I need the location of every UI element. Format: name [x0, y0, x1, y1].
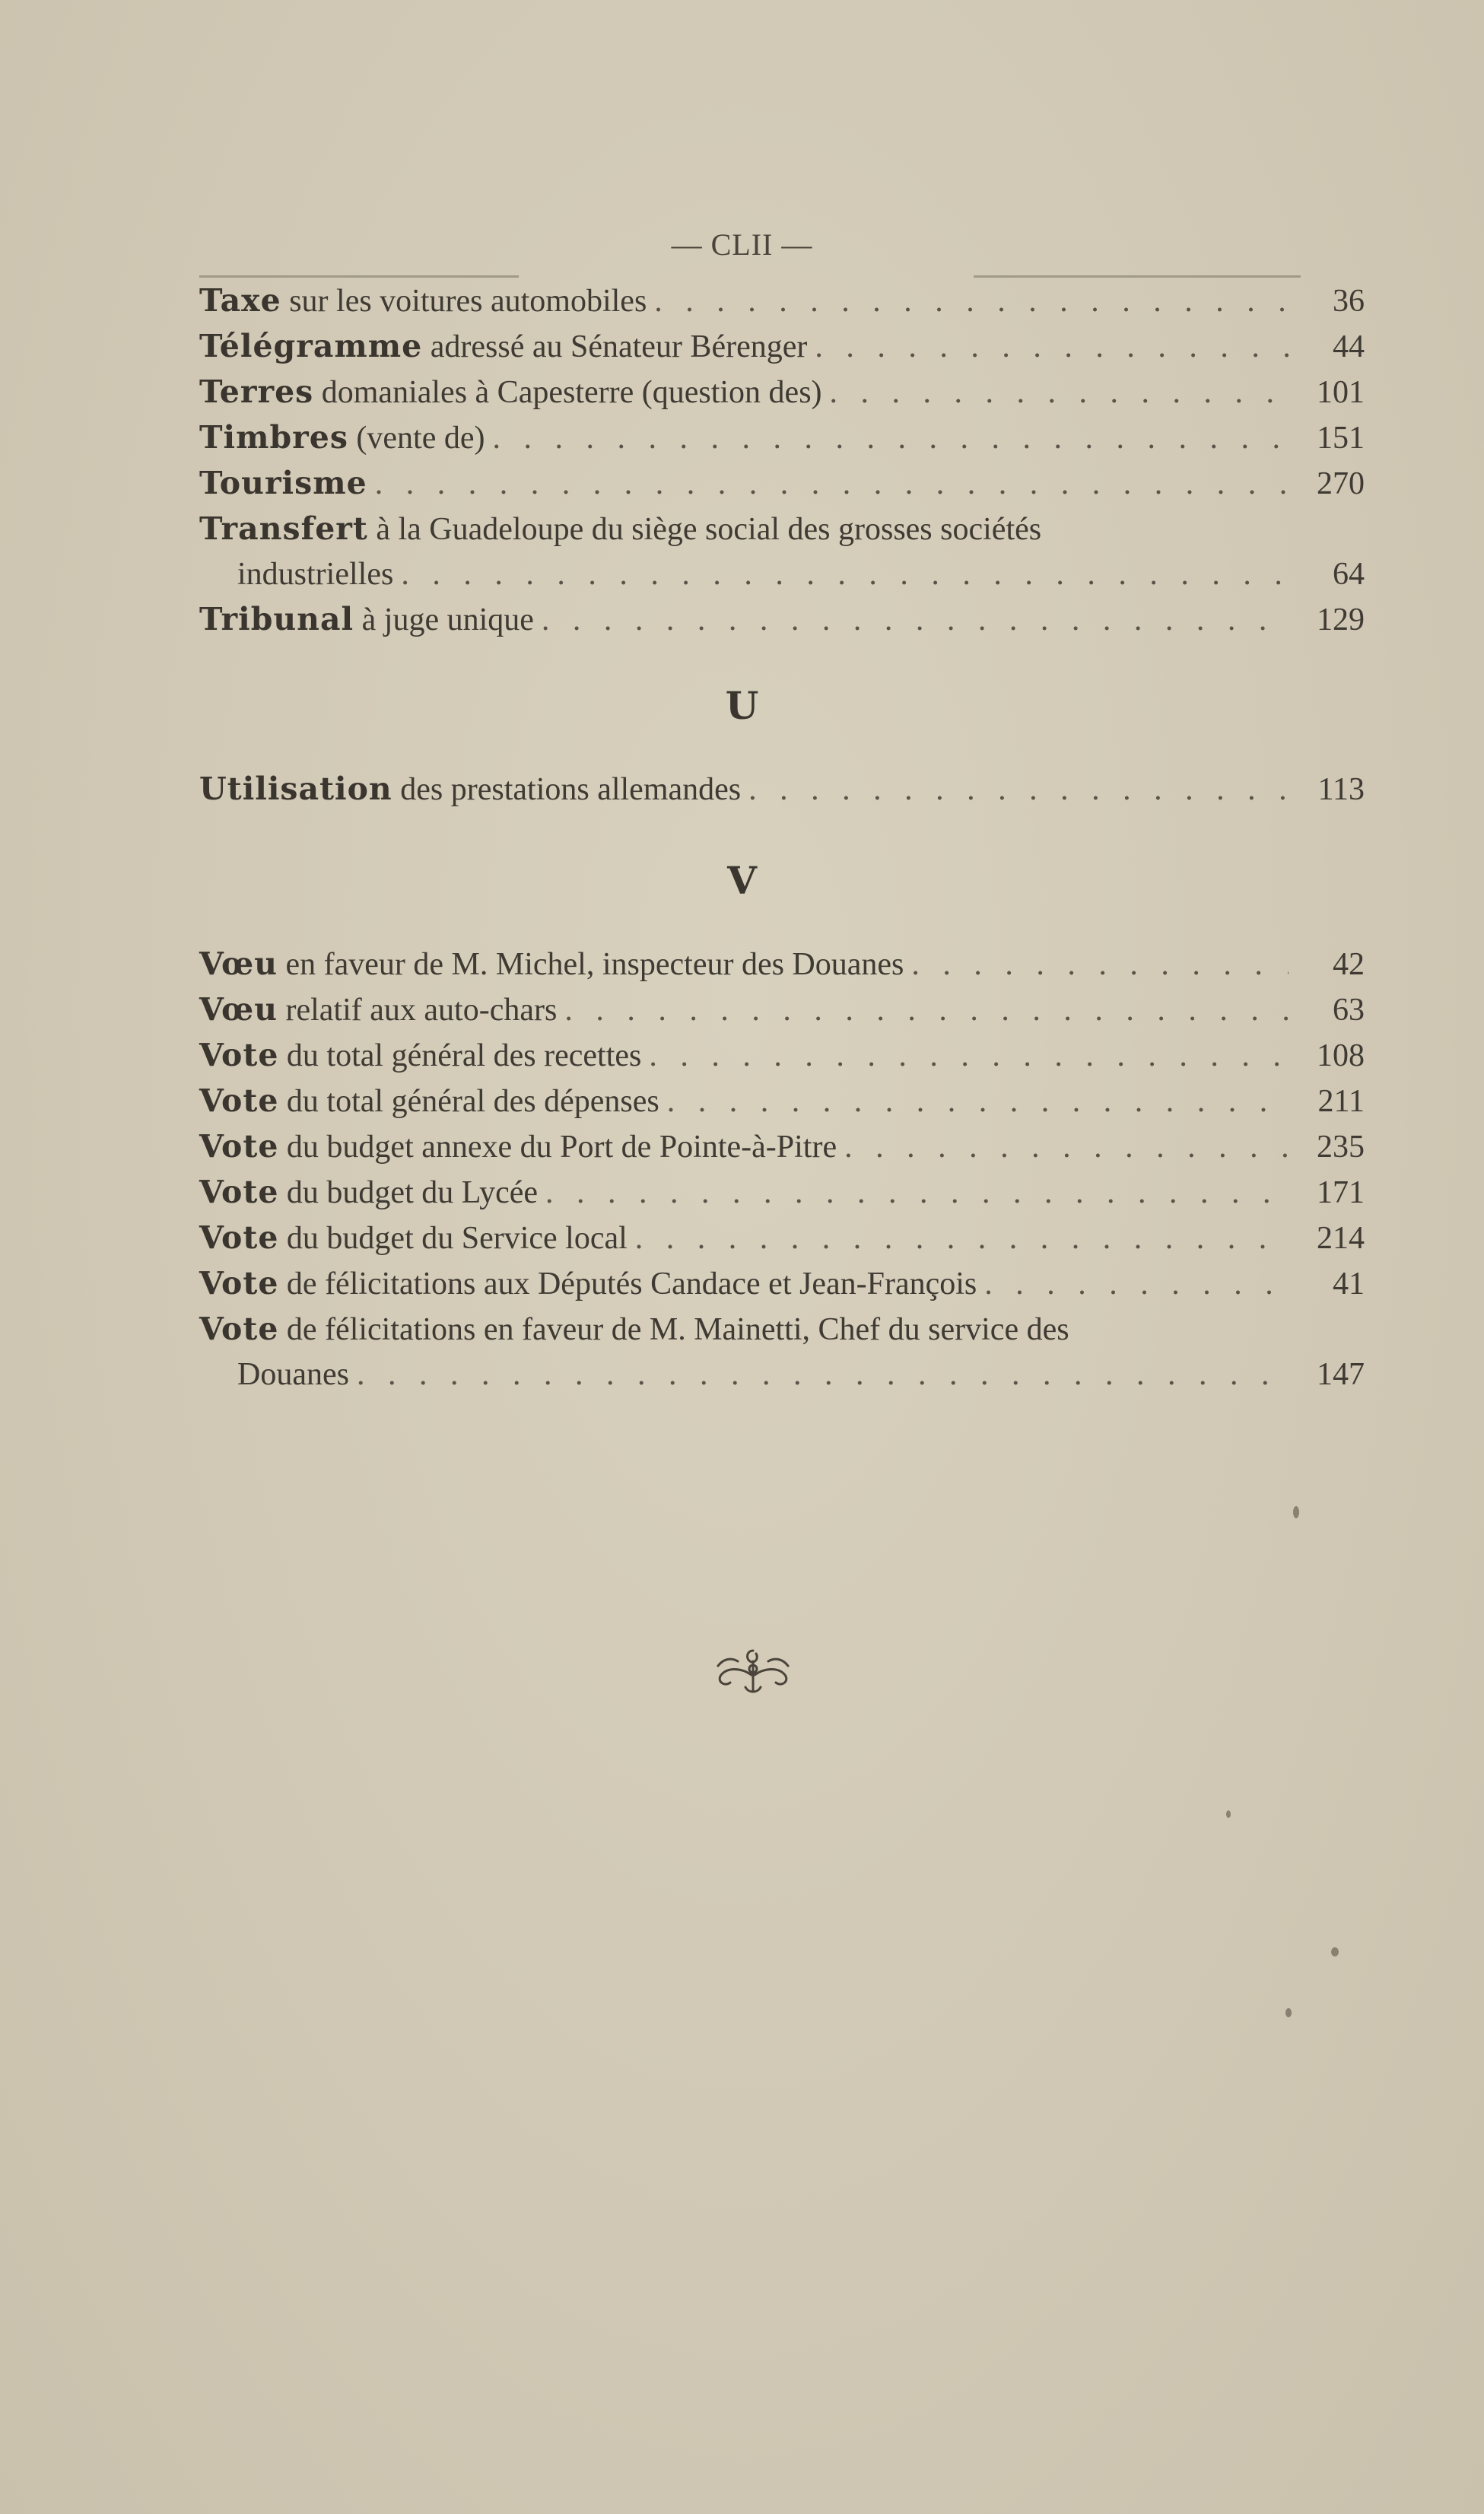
page-number: 235 — [1317, 1130, 1365, 1165]
page-number: 101 — [1317, 375, 1365, 410]
dot-leader — [542, 598, 1289, 643]
section-letter-u: U — [725, 683, 759, 728]
index-entry: Taxe sur les voitures automobiles . . . 36 — [199, 278, 1365, 324]
index-entry: Tribunal à juge unique . . . 129 — [199, 597, 1365, 643]
index-entry: Télégramme adressé au Sénateur Bérenger . . . 44 — [199, 324, 1365, 370]
dot-leader — [401, 552, 1289, 597]
index-entry: Vœu relatif aux auto-chars . . . 63 — [199, 987, 1365, 1033]
page-number: 108 — [1317, 1038, 1365, 1073]
paper-speck — [1331, 1947, 1339, 1956]
section-v-entries — [199, 942, 1365, 1397]
index-entry-multiline: Vote de félicitations en faveur de M. Mainetti, Chef du service des — [199, 1311, 1069, 1347]
dot-leader — [815, 325, 1289, 370]
index-entry: Vote du total général des dépenses . . . 211 — [199, 1079, 1365, 1124]
section-t-entries — [199, 278, 1365, 643]
page-number: 63 — [1333, 993, 1365, 1028]
index-entry: Vote du budget du Lycée . . . 171 — [199, 1170, 1365, 1216]
page-number: 36 — [1333, 284, 1365, 319]
dot-leader — [564, 988, 1289, 1033]
page-number: 64 — [1333, 557, 1365, 592]
index-entry: Vœu en faveur de M. Michel, inspecteur des Douanes . . . 42 — [199, 942, 1365, 987]
page-number: 211 — [1317, 1084, 1365, 1119]
page-number: 41 — [1333, 1267, 1365, 1301]
dot-leader — [911, 942, 1289, 987]
page-number: 113 — [1317, 772, 1365, 807]
dot-leader — [492, 416, 1289, 461]
index-entry: Terres domaniales à Capesterre (question des) . . . 101 — [199, 370, 1365, 415]
dot-leader — [844, 1125, 1289, 1170]
dot-leader — [748, 768, 1289, 812]
index-entry: Vote du budget du Service local . . . 214 — [199, 1216, 1365, 1261]
page-number: 147 — [1317, 1357, 1365, 1392]
dot-leader — [635, 1216, 1289, 1261]
dot-leader — [357, 1352, 1289, 1397]
page-number: 42 — [1333, 947, 1365, 982]
index-entry: Vote de félicitations aux Députés Candace et Jean-François . . . 41 — [199, 1261, 1365, 1307]
index-entry: Vote du total général des recettes . . . 108 — [199, 1033, 1365, 1079]
header-rule-left — [199, 275, 519, 278]
dot-leader — [375, 462, 1289, 507]
paper-speck — [1226, 1810, 1231, 1818]
paper-speck — [1293, 1506, 1299, 1518]
index-entry: Vote du budget annexe du Port de Pointe-à-Pitre . . . 235 — [199, 1124, 1365, 1170]
index-entry-multiline: Transfert à la Guadeloupe du siège social des grosses sociétés — [199, 510, 1042, 547]
index-entry-continuation: Douanes . . . 147 — [199, 1352, 1365, 1397]
dot-leader — [649, 1034, 1289, 1079]
page-number: 44 — [1333, 329, 1365, 364]
dot-leader — [667, 1079, 1289, 1124]
page-number: 129 — [1317, 602, 1365, 637]
dot-leader — [984, 1262, 1289, 1307]
page-header: — CLII — — [671, 227, 813, 262]
index-entry-continuation: industrielles . . . 64 — [199, 552, 1365, 597]
page-number: 171 — [1317, 1175, 1365, 1210]
page-number: 270 — [1317, 466, 1365, 501]
index-entry: Tourisme . . . 270 — [199, 461, 1365, 507]
section-letter-v: V — [727, 858, 757, 903]
page-number: 214 — [1317, 1221, 1365, 1256]
header-rule-right — [974, 275, 1301, 278]
index-entry: Timbres (vente de) . . . 151 — [199, 415, 1365, 461]
paper-speck — [1285, 2008, 1292, 2017]
dot-leader — [654, 279, 1289, 324]
dot-leader — [545, 1171, 1289, 1216]
fleuron-ornament-icon — [707, 1645, 799, 1698]
dot-leader — [830, 370, 1289, 415]
page-number: 151 — [1317, 421, 1365, 456]
section-u-entries — [199, 767, 1365, 812]
index-entry: Utilisation des prestations allemandes . . . 113 — [199, 767, 1365, 812]
